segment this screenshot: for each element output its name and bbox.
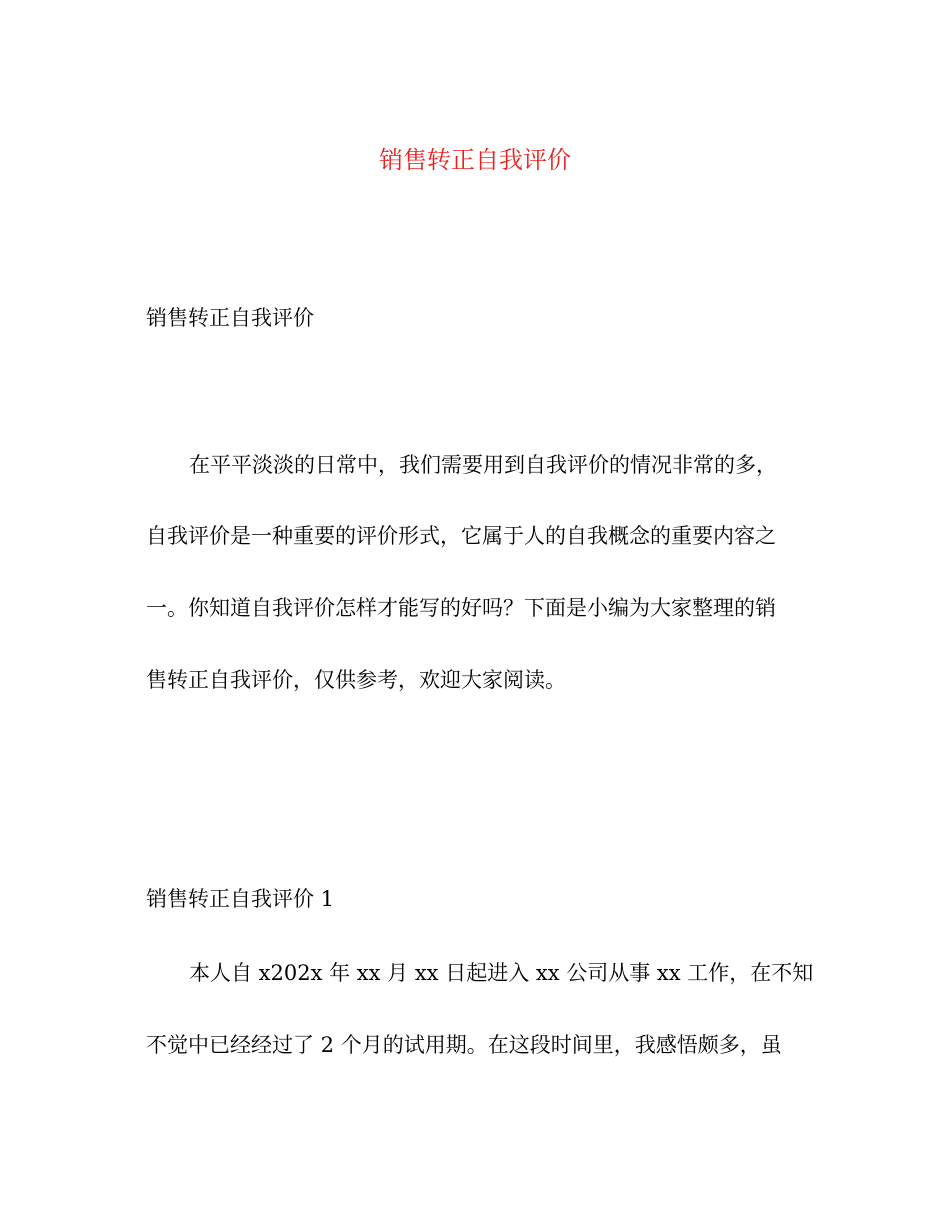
- paragraph-line: 一。你知道自我评价怎样才能写的好吗？下面是小编为大家整理的销: [146, 596, 776, 620]
- section-heading: 销售转正自我评价: [146, 306, 314, 330]
- document-title: 销售转正自我评价: [379, 146, 571, 174]
- paragraph-line: 在平平淡淡的日常中，我们需要用到自我评价的情况非常的多，: [189, 453, 777, 477]
- paragraph-line: 自我评价是一种重要的评价形式，它属于人的自我概念的重要内容之: [146, 524, 776, 548]
- paragraph-line: 不觉中已经经过了 2 个月的试用期。在这段时间里，我感悟颇多，虽: [146, 1033, 782, 1057]
- paragraph-line: 售转正自我评价，仅供参考，欢迎大家阅读。: [146, 668, 566, 692]
- paragraph-line: 本人自 x202x 年 xx 月 xx 日起进入 xx 公司从事 xx 工作，在不知: [189, 961, 814, 985]
- section-heading: 销售转正自我评价 1: [146, 887, 335, 911]
